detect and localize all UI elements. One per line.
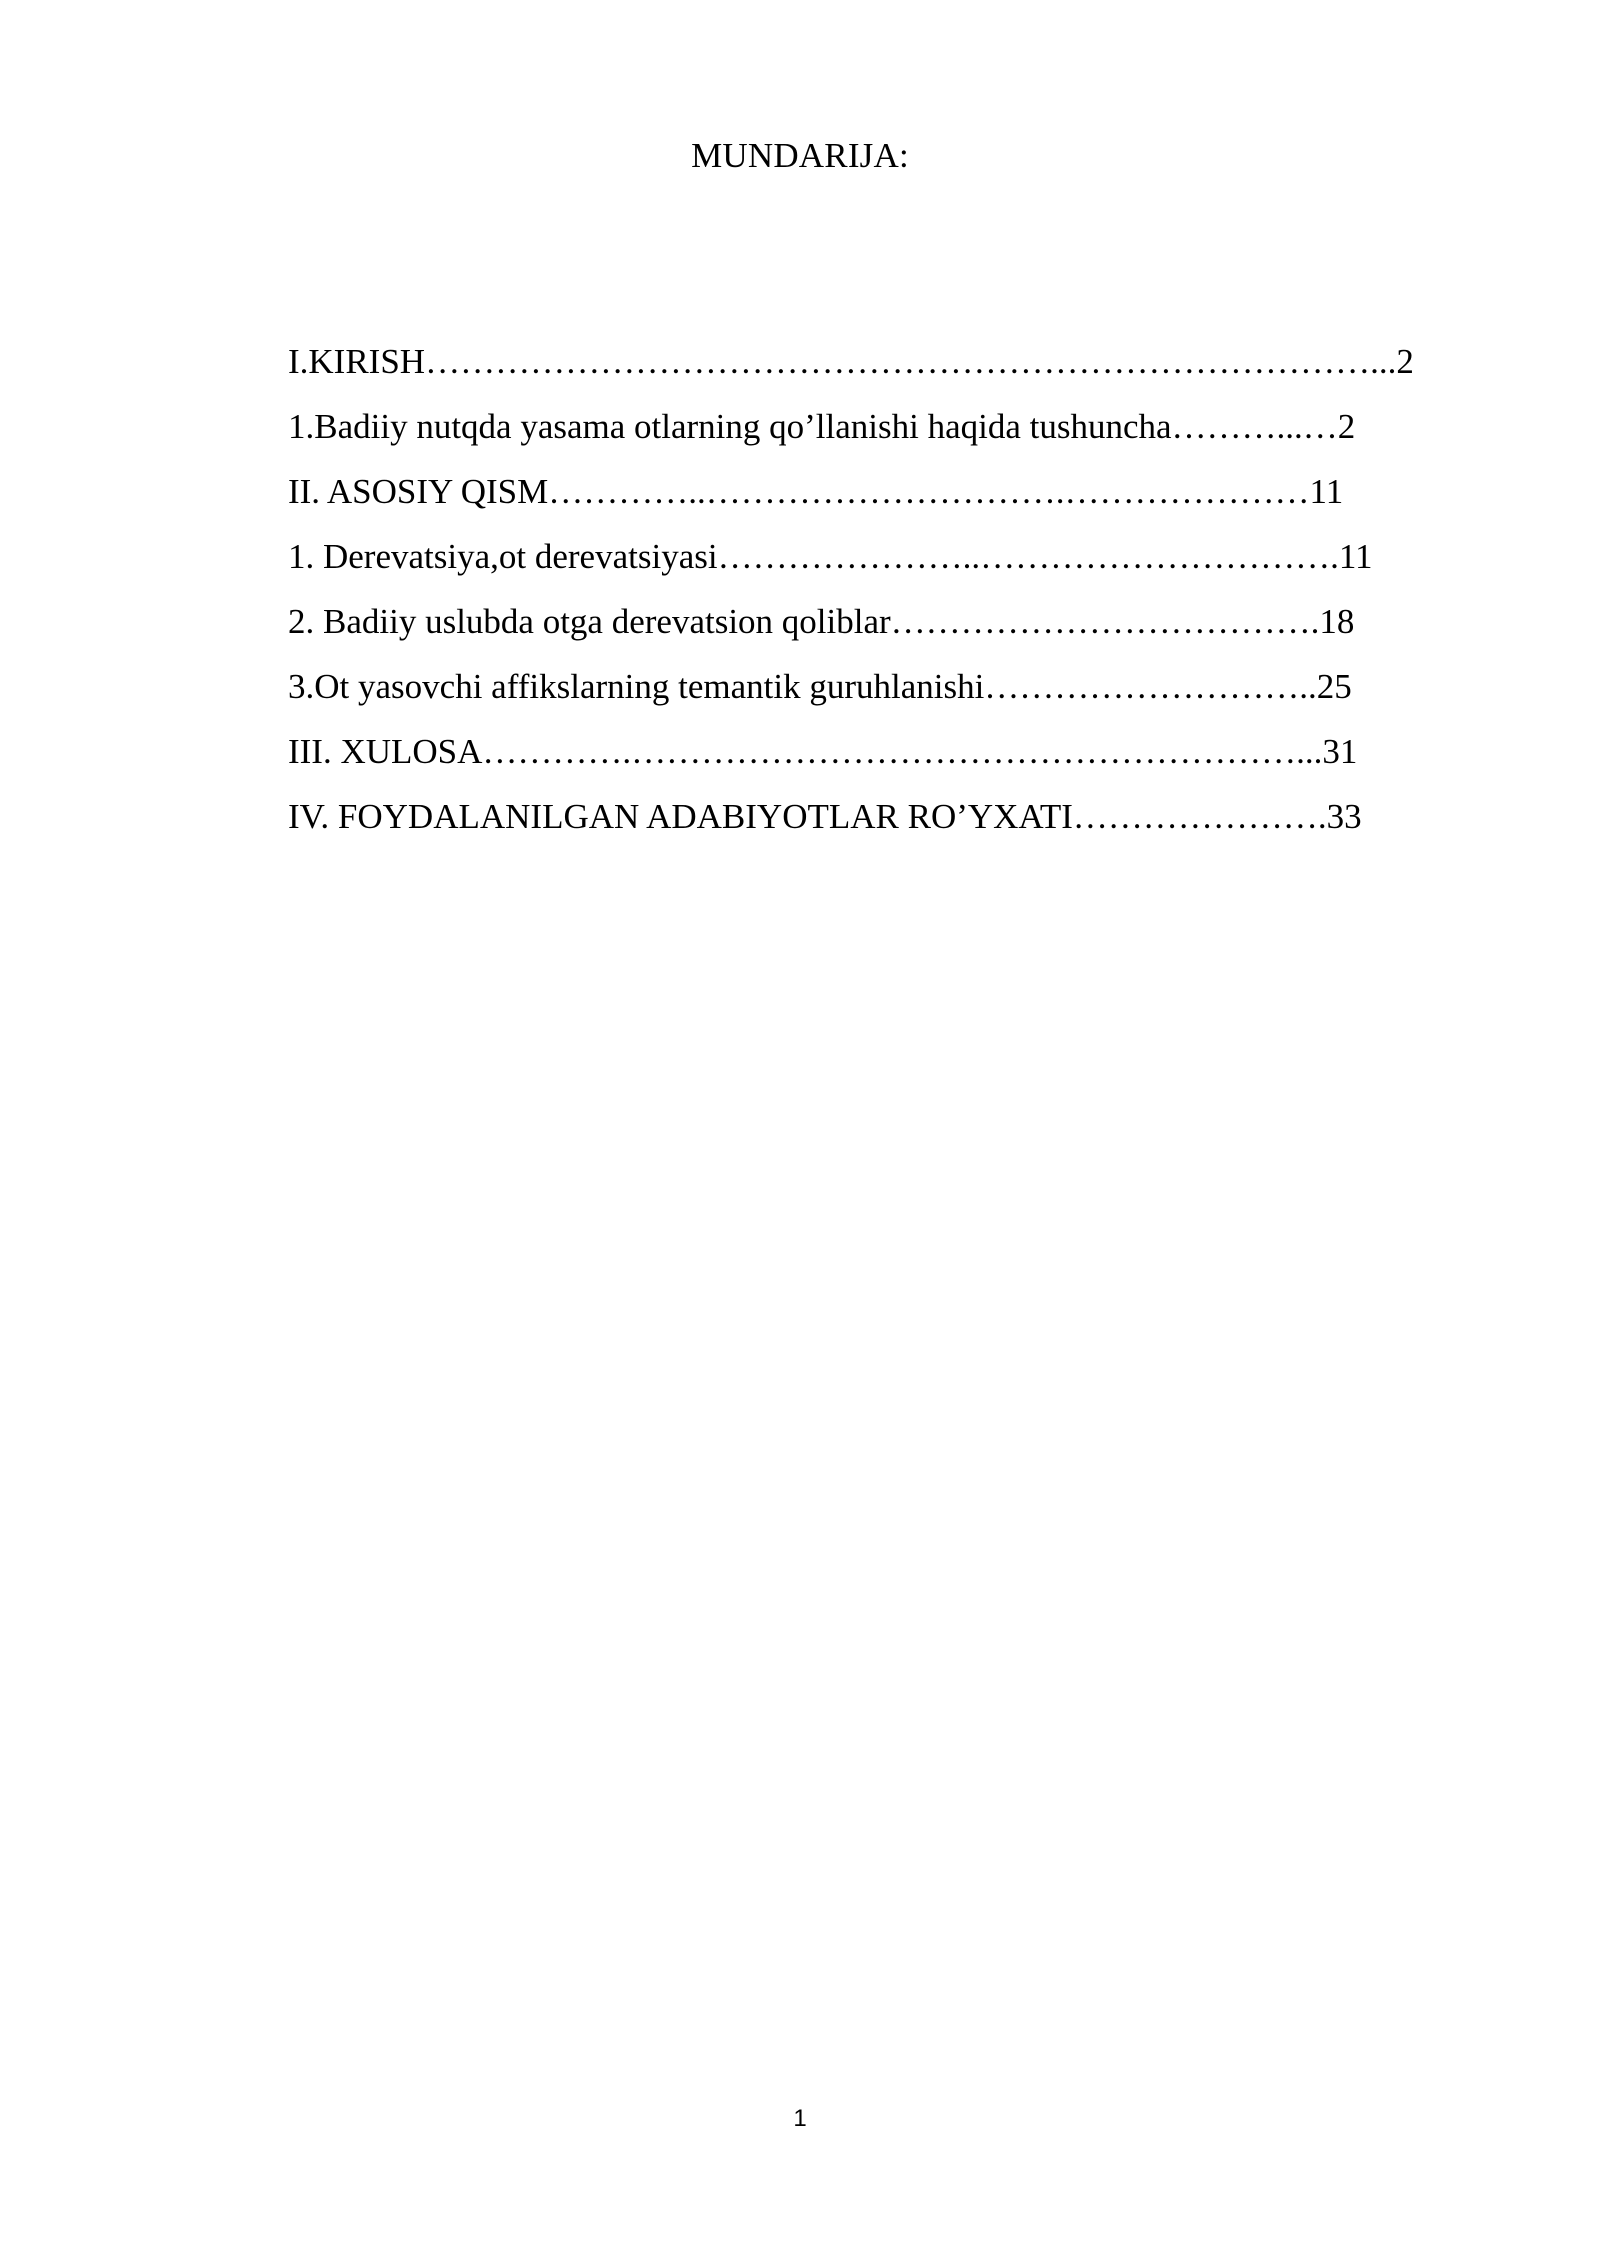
- page-title: MUNDARIJA:: [691, 136, 909, 175]
- toc-entry-kirish: I.KIRISH………………………………………………………………………...2: [288, 342, 1414, 381]
- toc-entry-ot-yasovchi: 3.Ot yasovchi affikslarning temantik guruhlanishi………………………..25: [288, 667, 1352, 706]
- toc-entry-badiiy-uslubda: 2. Badiiy uslubda otga derevatsion qoliblar……………………………….18: [288, 602, 1355, 641]
- toc-entry-derevatsiya: 1. Derevatsiya,ot derevatsiyasi…………………..………………………….11: [288, 537, 1373, 576]
- toc-entry-adabiyotlar: IV. FOYDALANILGAN ADABIYOTLAR RO’YXATI………………….33: [288, 797, 1362, 836]
- toc-entry-xulosa: III. XULOSA………….…………………………………………………...31: [288, 732, 1358, 771]
- toc-entry-asosiy-qism: II. ASOSIY QISM…………..………………………….…………………11: [288, 472, 1344, 511]
- table-of-contents: [288, 329, 1488, 849]
- toc-entry-badiiy-nutqda: 1.Badiiy nutqda yasama otlarning qo’llanishi haqida tushuncha………...…2: [288, 407, 1356, 446]
- page-number: 1: [793, 2105, 807, 2132]
